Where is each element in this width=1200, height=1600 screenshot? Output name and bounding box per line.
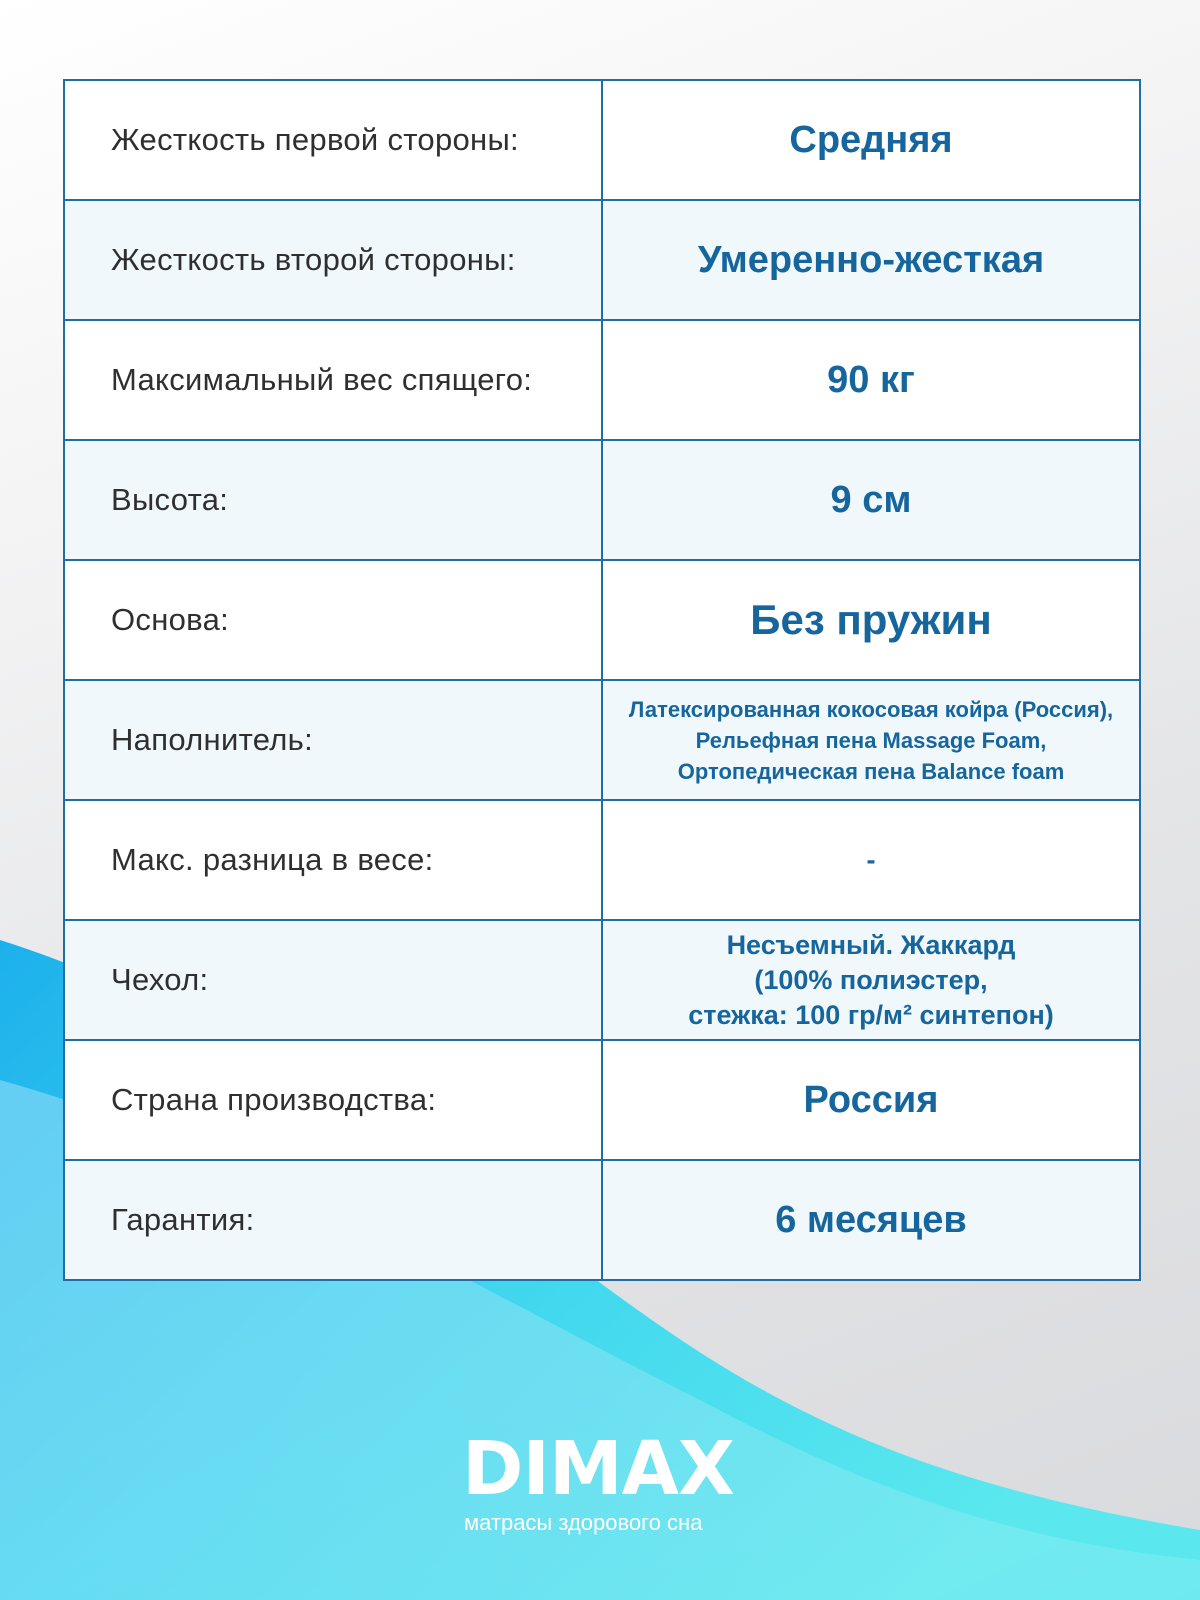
spec-label: Гарантия: <box>64 1160 602 1280</box>
spec-row-firmness-side-1 <box>64 80 1140 200</box>
spec-label: Жесткость второй стороны: <box>64 200 602 320</box>
spec-value-line: (100% полиэстер, <box>754 964 988 995</box>
spec-label: Максимальный вес спящего: <box>64 320 602 440</box>
spec-row-height <box>64 440 1140 560</box>
spec-value-line: 9 см <box>830 478 912 521</box>
spec-value <box>602 800 1140 920</box>
spec-row-max-weight <box>64 320 1140 440</box>
spec-value-line: - <box>866 844 876 875</box>
spec-row-filling <box>64 680 1140 800</box>
spec-value-line: 90 кг <box>827 358 915 401</box>
spec-value <box>602 680 1140 800</box>
spec-value-line: Без пружин <box>750 596 992 643</box>
spec-value <box>602 560 1140 680</box>
spec-row-base <box>64 560 1140 680</box>
spec-value-line: Рельефная пена Massage Foam, <box>695 727 1047 753</box>
spec-row-country <box>64 1040 1140 1160</box>
spec-label: Высота: <box>64 440 602 560</box>
spec-value <box>602 920 1140 1040</box>
brand-tagline: матрасы здорового сна <box>464 1510 703 1535</box>
spec-label: Наполнитель: <box>64 680 602 800</box>
spec-label: Макс. разница в весе: <box>64 800 602 920</box>
spec-value <box>602 320 1140 440</box>
spec-value-line: Умеренно-жесткая <box>697 238 1045 281</box>
spec-label: Чехол: <box>64 920 602 1040</box>
spec-row-cover <box>64 920 1140 1040</box>
brand-name: DIMAX <box>462 1426 734 1512</box>
spec-value <box>602 80 1140 200</box>
brand-logo <box>462 1426 734 1536</box>
spec-value-line: стежка: 100 гр/м² синтепон) <box>688 999 1054 1030</box>
spec-value-line: 6 месяцев <box>775 1198 967 1241</box>
spec-row-warranty <box>64 1160 1140 1280</box>
spec-value <box>602 440 1140 560</box>
spec-value-line: Россия <box>803 1078 939 1121</box>
spec-label: Жесткость первой стороны: <box>64 80 602 200</box>
spec-label: Основа: <box>64 560 602 680</box>
spec-row-firmness-side-2 <box>64 200 1140 320</box>
spec-value <box>602 1160 1140 1280</box>
spec-value <box>602 1040 1140 1160</box>
spec-value-line: Латексированная кокосовая койра (Россия), <box>628 696 1114 722</box>
spec-row-max-weight-difference <box>64 800 1140 920</box>
spec-label: Страна производства: <box>64 1040 602 1160</box>
spec-value <box>602 200 1140 320</box>
spec-value-line: Несъемный. Жаккард <box>726 929 1016 960</box>
specifications-table <box>63 79 1141 1281</box>
spec-value-line: Средняя <box>789 118 953 161</box>
spec-value-line: Ортопедическая пена Balance foam <box>677 758 1065 784</box>
